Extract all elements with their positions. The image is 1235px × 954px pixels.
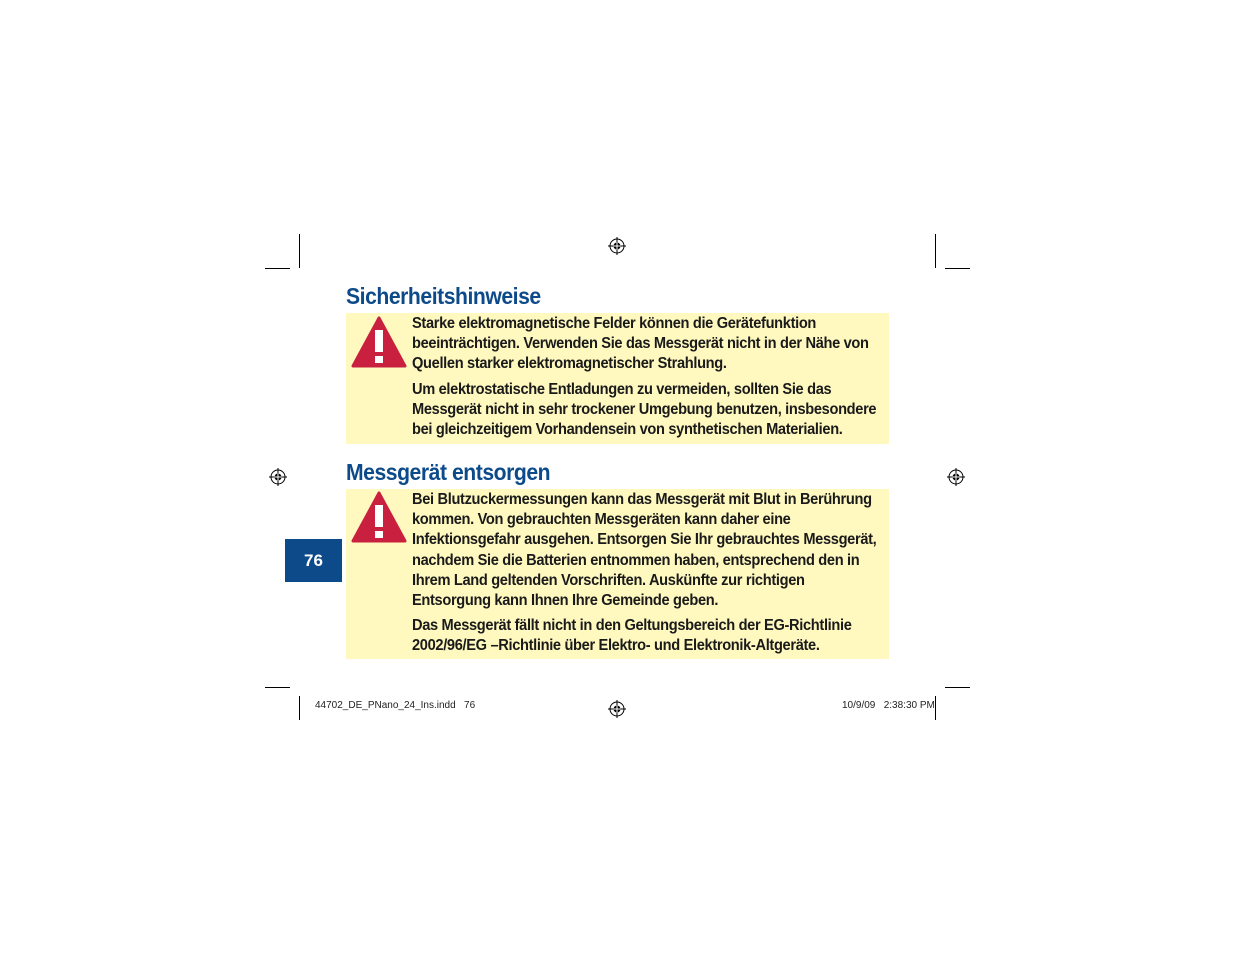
section-heading: Messgerät entsorgen [346, 459, 551, 485]
section-heading: Sicherheitshinweise [346, 283, 541, 309]
crop-mark [935, 234, 936, 268]
note-paragraph: Bei Blutzuckermessungen kann das Messgerät mit Blut in Berührung kommen. Von gebrauchten Messgeräten kann daher eine Infektionsgefahr ausgehen. Entsorgen Sie Ihr gebrauchtes Messgerät, nachdem Sie die Batterien entnommen haben, entsprechend den in Ihrem Land geltenden Vorschriften. Auskünfte zur richtigen Entsorgung kann Ihnen Ihre Gemeinde geben. [412, 491, 877, 610]
note-paragraph: Das Messgerät fällt nicht in den Geltungsbereich der EG-Richtlinie 2002/96/EG –Richtlinie über Elektro- und Elektronik-Altgeräte. [412, 617, 852, 655]
crop-mark [935, 696, 936, 720]
note-paragraph: Starke elektromagnetische Felder können die Gerätefunktion beeinträchtigen. Verwenden Sie das Messgerät nicht in der Nähe von Quellen starker elektromagnetischer Strahlung. [412, 315, 869, 373]
crop-mark [265, 687, 290, 688]
crop-mark [299, 696, 300, 720]
registration-mark-icon [269, 468, 287, 486]
warning-triangle-icon [351, 316, 407, 368]
page-number-tab: 76 [285, 539, 342, 582]
crop-mark [945, 268, 970, 269]
registration-mark-icon [947, 468, 965, 486]
disposal-note-box [346, 489, 889, 659]
registration-mark-icon [608, 237, 626, 255]
note-paragraph: Um elektrostatische Entladungen zu vermeiden, sollten Sie das Messgerät nicht in sehr trockener Umgebung benutzen, insbesondere bei gleichzeitigem Vorhandensein von synthetischen Materialien. [412, 380, 877, 439]
note-text [412, 490, 887, 662]
crop-mark [265, 268, 290, 269]
crop-mark [299, 234, 300, 268]
file-slug: 44702_DE_PNano_24_Ins.indd 76 [315, 700, 476, 711]
note-text [412, 314, 887, 445]
crop-mark [945, 687, 970, 688]
safety-note-box [346, 313, 889, 444]
warning-triangle-icon [351, 491, 407, 543]
registration-mark-icon [608, 700, 626, 718]
print-timestamp: 10/9/09 2:38:30 PM [842, 700, 935, 711]
